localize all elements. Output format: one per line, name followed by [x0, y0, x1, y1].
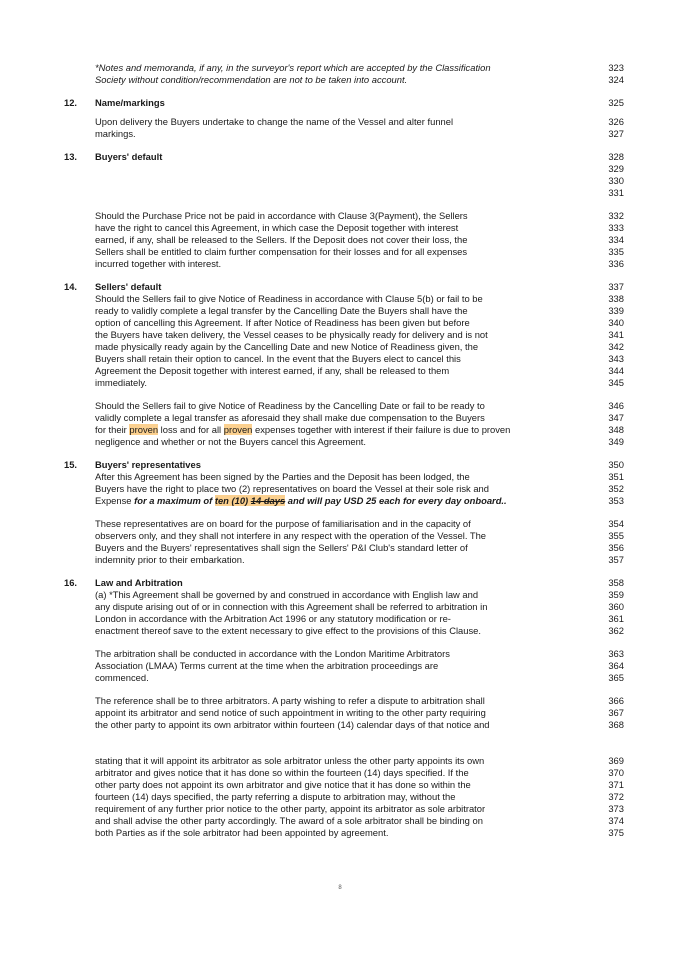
text-segment: (a) — [95, 589, 107, 600]
line-text: indemnity prior to their embarkation. — [95, 554, 245, 565]
line-number: 366 — [608, 695, 624, 706]
document-line — [0, 530, 680, 542]
document-line — [0, 791, 680, 803]
line-number: 323 — [608, 62, 624, 73]
line-number: 349 — [608, 436, 624, 447]
document-line — [0, 317, 680, 329]
line-text: After this Agreement has been signed by the Parties and the Deposit has been lodged, the — [95, 471, 470, 482]
line-number: 326 — [608, 116, 624, 127]
text-segment: Expense — [95, 495, 135, 506]
line-text: Agreement the Deposit together with interest earned, if any, shall be released to them — [95, 365, 450, 376]
clause-heading: Sellers' default — [95, 281, 162, 292]
clause-number: 16. — [64, 577, 78, 588]
line-number: 367 — [608, 707, 624, 718]
line-text: appoint its arbitrator and send notice of such appointment in writing to the other party requiring — [95, 707, 486, 718]
line-text: Upon delivery the Buyers undertake to change the name of the Vessel and alter funnel — [95, 116, 454, 127]
line-number: 375 — [608, 827, 624, 838]
line-text: the Buyers have taken delivery, the Vessel ceases to be physically ready for delivery and is not — [95, 329, 488, 340]
document-line — [0, 246, 680, 258]
line-text: validly complete a legal transfer as aforesaid they shall make due compensation to the Buyers — [95, 412, 485, 423]
document-line — [0, 116, 680, 128]
line-text: Should the Sellers fail to give Notice of Readiness in accordance with Clause 5(b) or fail to be — [95, 293, 483, 304]
document-line — [0, 424, 680, 436]
line-number: 340 — [608, 317, 624, 328]
document-line — [0, 329, 680, 341]
line-number: 356 — [608, 542, 624, 553]
line-number: 370 — [608, 767, 624, 778]
document-line — [0, 779, 680, 791]
clause-heading: Law and Arbitration — [95, 577, 183, 588]
text-segment: *This Agreement shall be governed by and construed in accordance with English law and — [106, 589, 479, 600]
document-line — [0, 625, 680, 637]
line-text: Association (LMAA) Terms current at the time when the arbitration proceedings are — [95, 660, 439, 671]
document-line — [0, 187, 680, 199]
line-text: immediately. — [95, 377, 147, 388]
document-line — [0, 305, 680, 317]
line-text: Buyers shall retain their option to cancel. In the event that the Buyers elect to cancel this — [95, 353, 461, 364]
line-number: 354 — [608, 518, 624, 529]
clause-number: 14. — [64, 281, 78, 292]
document-line — [0, 601, 680, 613]
line-number: 332 — [608, 210, 624, 221]
line-text: commenced. — [95, 672, 149, 683]
document-line — [0, 175, 680, 187]
document-line — [0, 377, 680, 389]
document-line — [0, 589, 680, 601]
line-text: negligence and whether or not the Buyers cancel this Agreement. — [95, 436, 366, 447]
document-line — [0, 293, 680, 305]
document-line — [0, 400, 680, 412]
line-number: 359 — [608, 589, 624, 600]
line-number: 335 — [608, 246, 624, 257]
line-text: Society without condition/recommendation are not to be taken into account. — [95, 74, 408, 85]
document-line — [0, 577, 680, 589]
line-text: both Parties as if the sole arbitrator had been appointed by agreement. — [95, 827, 389, 838]
line-text: Should the Purchase Price not be paid in accordance with Clause 3(Payment), the Sellers — [95, 210, 468, 221]
line-text: stating that it will appoint its arbitrator as sole arbitrator unless the other party appoints its own — [95, 755, 485, 766]
line-number: 357 — [608, 554, 624, 565]
line-text: These representatives are on board for the purpose of familiarisation and in the capacity of — [95, 518, 471, 529]
line-number: 368 — [608, 719, 624, 730]
document-line — [0, 767, 680, 779]
line-number: 364 — [608, 660, 624, 671]
line-text: the other party to appoint its own arbitrator within fourteen (14) calendar days of that notice and — [95, 719, 490, 730]
line-number: 372 — [608, 791, 624, 802]
document-line — [0, 719, 680, 731]
line-text: observers only, and they shall not interfere in any respect with the operation of the Vessel. The — [95, 530, 487, 541]
line-text: The arbitration shall be conducted in accordance with the London Maritime Arbitrators — [95, 648, 450, 659]
line-text: have the right to cancel this Agreement, in which case the Deposit together with interest — [95, 222, 459, 233]
line-text: Sellers shall be entitled to claim further compensation for their losses and for all expenses — [95, 246, 468, 257]
highlighted-text: proven — [223, 424, 253, 435]
line-number: 371 — [608, 779, 624, 790]
line-number: 360 — [608, 601, 624, 612]
document-line — [0, 258, 680, 270]
clause-heading: Buyers' default — [95, 151, 163, 162]
line-number: 324 — [608, 74, 624, 85]
line-text — [95, 495, 507, 507]
line-number: 343 — [608, 353, 624, 364]
highlighted-text: ten (10) — [214, 495, 249, 506]
clause-number: 15. — [64, 459, 78, 470]
line-number: 374 — [608, 815, 624, 826]
document-line — [0, 471, 680, 483]
line-number: 327 — [608, 128, 624, 139]
line-number: 365 — [608, 672, 624, 683]
document-line — [0, 827, 680, 839]
highlighted-text: proven — [129, 424, 159, 435]
line-text: *Notes and memoranda, if any, in the surveyor's report which are accepted by the Classification — [95, 62, 491, 73]
line-text: enactment thereof save to the extent necessary to give effect to the provisions of this Clause. — [95, 625, 481, 636]
document-line — [0, 495, 680, 507]
document-line — [0, 672, 680, 684]
line-number: 325 — [608, 97, 624, 108]
line-number: 337 — [608, 281, 624, 292]
line-text: London in accordance with the Arbitration Act 1996 or any statutory modification or re- — [95, 613, 451, 624]
document-line — [0, 412, 680, 424]
document-line — [0, 234, 680, 246]
document-line — [0, 554, 680, 566]
document-line — [0, 341, 680, 353]
line-text: Buyers and the Buyers' representatives shall sign the Sellers' P&I Club's standard letter of — [95, 542, 468, 553]
clause-number: 12. — [64, 97, 78, 108]
line-number: 355 — [608, 530, 624, 541]
line-number: 361 — [608, 613, 624, 624]
document-line — [0, 151, 680, 163]
text-segment: loss and for all — [158, 424, 224, 435]
document-line — [0, 707, 680, 719]
text-segment: for their — [95, 424, 130, 435]
document-line — [0, 74, 680, 86]
line-text: any dispute arising out of or in connection with this Agreement shall be referred to arbitration in — [95, 601, 488, 612]
line-text: fourteen (14) days specified, the party referring a dispute to arbitration may, without the — [95, 791, 456, 802]
line-number: 345 — [608, 377, 624, 388]
line-text: other party does not appoint its own arbitrator and give notice that it has done so within the — [95, 779, 471, 790]
line-number: 348 — [608, 424, 624, 435]
clause-number: 13. — [64, 151, 78, 162]
line-text — [95, 589, 478, 601]
line-number: 342 — [608, 341, 624, 352]
line-text: earned, if any, shall be released to the Sellers. If the Deposit does not cover their loss, the — [95, 234, 468, 245]
line-number: 369 — [608, 755, 624, 766]
document-line — [0, 755, 680, 767]
document-line — [0, 222, 680, 234]
line-number: 347 — [608, 412, 624, 423]
line-number: 333 — [608, 222, 624, 233]
clause-heading: Name/markings — [95, 97, 165, 108]
line-text: option of cancelling this Agreement. If after Notice of Readiness has been given but before — [95, 317, 470, 328]
line-number: 363 — [608, 648, 624, 659]
line-text: made physically ready again by the Cancelling Date and new Notice of Readiness given, the — [95, 341, 479, 352]
line-number: 352 — [608, 483, 624, 494]
document-line — [0, 613, 680, 625]
line-number: 331 — [608, 187, 624, 198]
document-line — [0, 648, 680, 660]
line-text: Buyers have the right to place two (2) representatives on board the Vessel at their sole risk and — [95, 483, 489, 494]
line-number: 351 — [608, 471, 624, 482]
document-line — [0, 803, 680, 815]
document-line — [0, 436, 680, 448]
line-text: ready to validly complete a legal transfer by the Cancelling Date the Buyers shall have the — [95, 305, 468, 316]
document-line — [0, 353, 680, 365]
page-number: 8 — [338, 885, 342, 891]
document-line — [0, 163, 680, 175]
document-line — [0, 281, 680, 293]
document-line — [0, 97, 680, 109]
line-number: 346 — [608, 400, 624, 411]
line-number: 336 — [608, 258, 624, 269]
line-text — [95, 424, 510, 436]
line-text: The reference shall be to three arbitrators. A party wishing to refer a dispute to arbitration shall — [95, 695, 485, 706]
line-text: and shall advise the other party accordingly. The award of a sole arbitrator shall be binding on — [95, 815, 483, 826]
document-line — [0, 542, 680, 554]
line-number: 362 — [608, 625, 624, 636]
line-number: 358 — [608, 577, 624, 588]
line-number: 344 — [608, 365, 624, 376]
document-line — [0, 128, 680, 140]
line-number: 339 — [608, 305, 624, 316]
line-number: 341 — [608, 329, 624, 340]
line-number: 353 — [608, 495, 624, 506]
document-line — [0, 365, 680, 377]
document-line — [0, 62, 680, 74]
text-segment: for a maximum of — [134, 495, 215, 506]
line-number: 373 — [608, 803, 624, 814]
line-number: 329 — [608, 163, 624, 174]
line-text: arbitrator and gives notice that it has done so within the fourteen (14) days specified. If the — [95, 767, 469, 778]
document-line — [0, 459, 680, 471]
line-text: incurred together with interest. — [95, 258, 222, 269]
document-line — [0, 518, 680, 530]
line-number: 334 — [608, 234, 624, 245]
document-line — [0, 815, 680, 827]
line-number: 328 — [608, 151, 624, 162]
highlighted-text: 14 days — [250, 495, 286, 506]
line-number: 330 — [608, 175, 624, 186]
line-number: 338 — [608, 293, 624, 304]
document-line — [0, 660, 680, 672]
document-line — [0, 483, 680, 495]
document-line — [0, 210, 680, 222]
text-segment: and will pay USD 25 each for every day onboard.. — [285, 495, 507, 506]
line-text: Should the Sellers fail to give Notice of Readiness by the Cancelling Date or fail to be ready to — [95, 400, 485, 411]
line-text: markings. — [95, 128, 136, 139]
document-line — [0, 695, 680, 707]
text-segment: expenses together with interest if their failure is due to proven — [252, 424, 511, 435]
line-text: requirement of any further prior notice to the other party, appoint its arbitrator as sole arbitrator — [95, 803, 486, 814]
line-number: 350 — [608, 459, 624, 470]
clause-heading: Buyers' representatives — [95, 459, 201, 470]
